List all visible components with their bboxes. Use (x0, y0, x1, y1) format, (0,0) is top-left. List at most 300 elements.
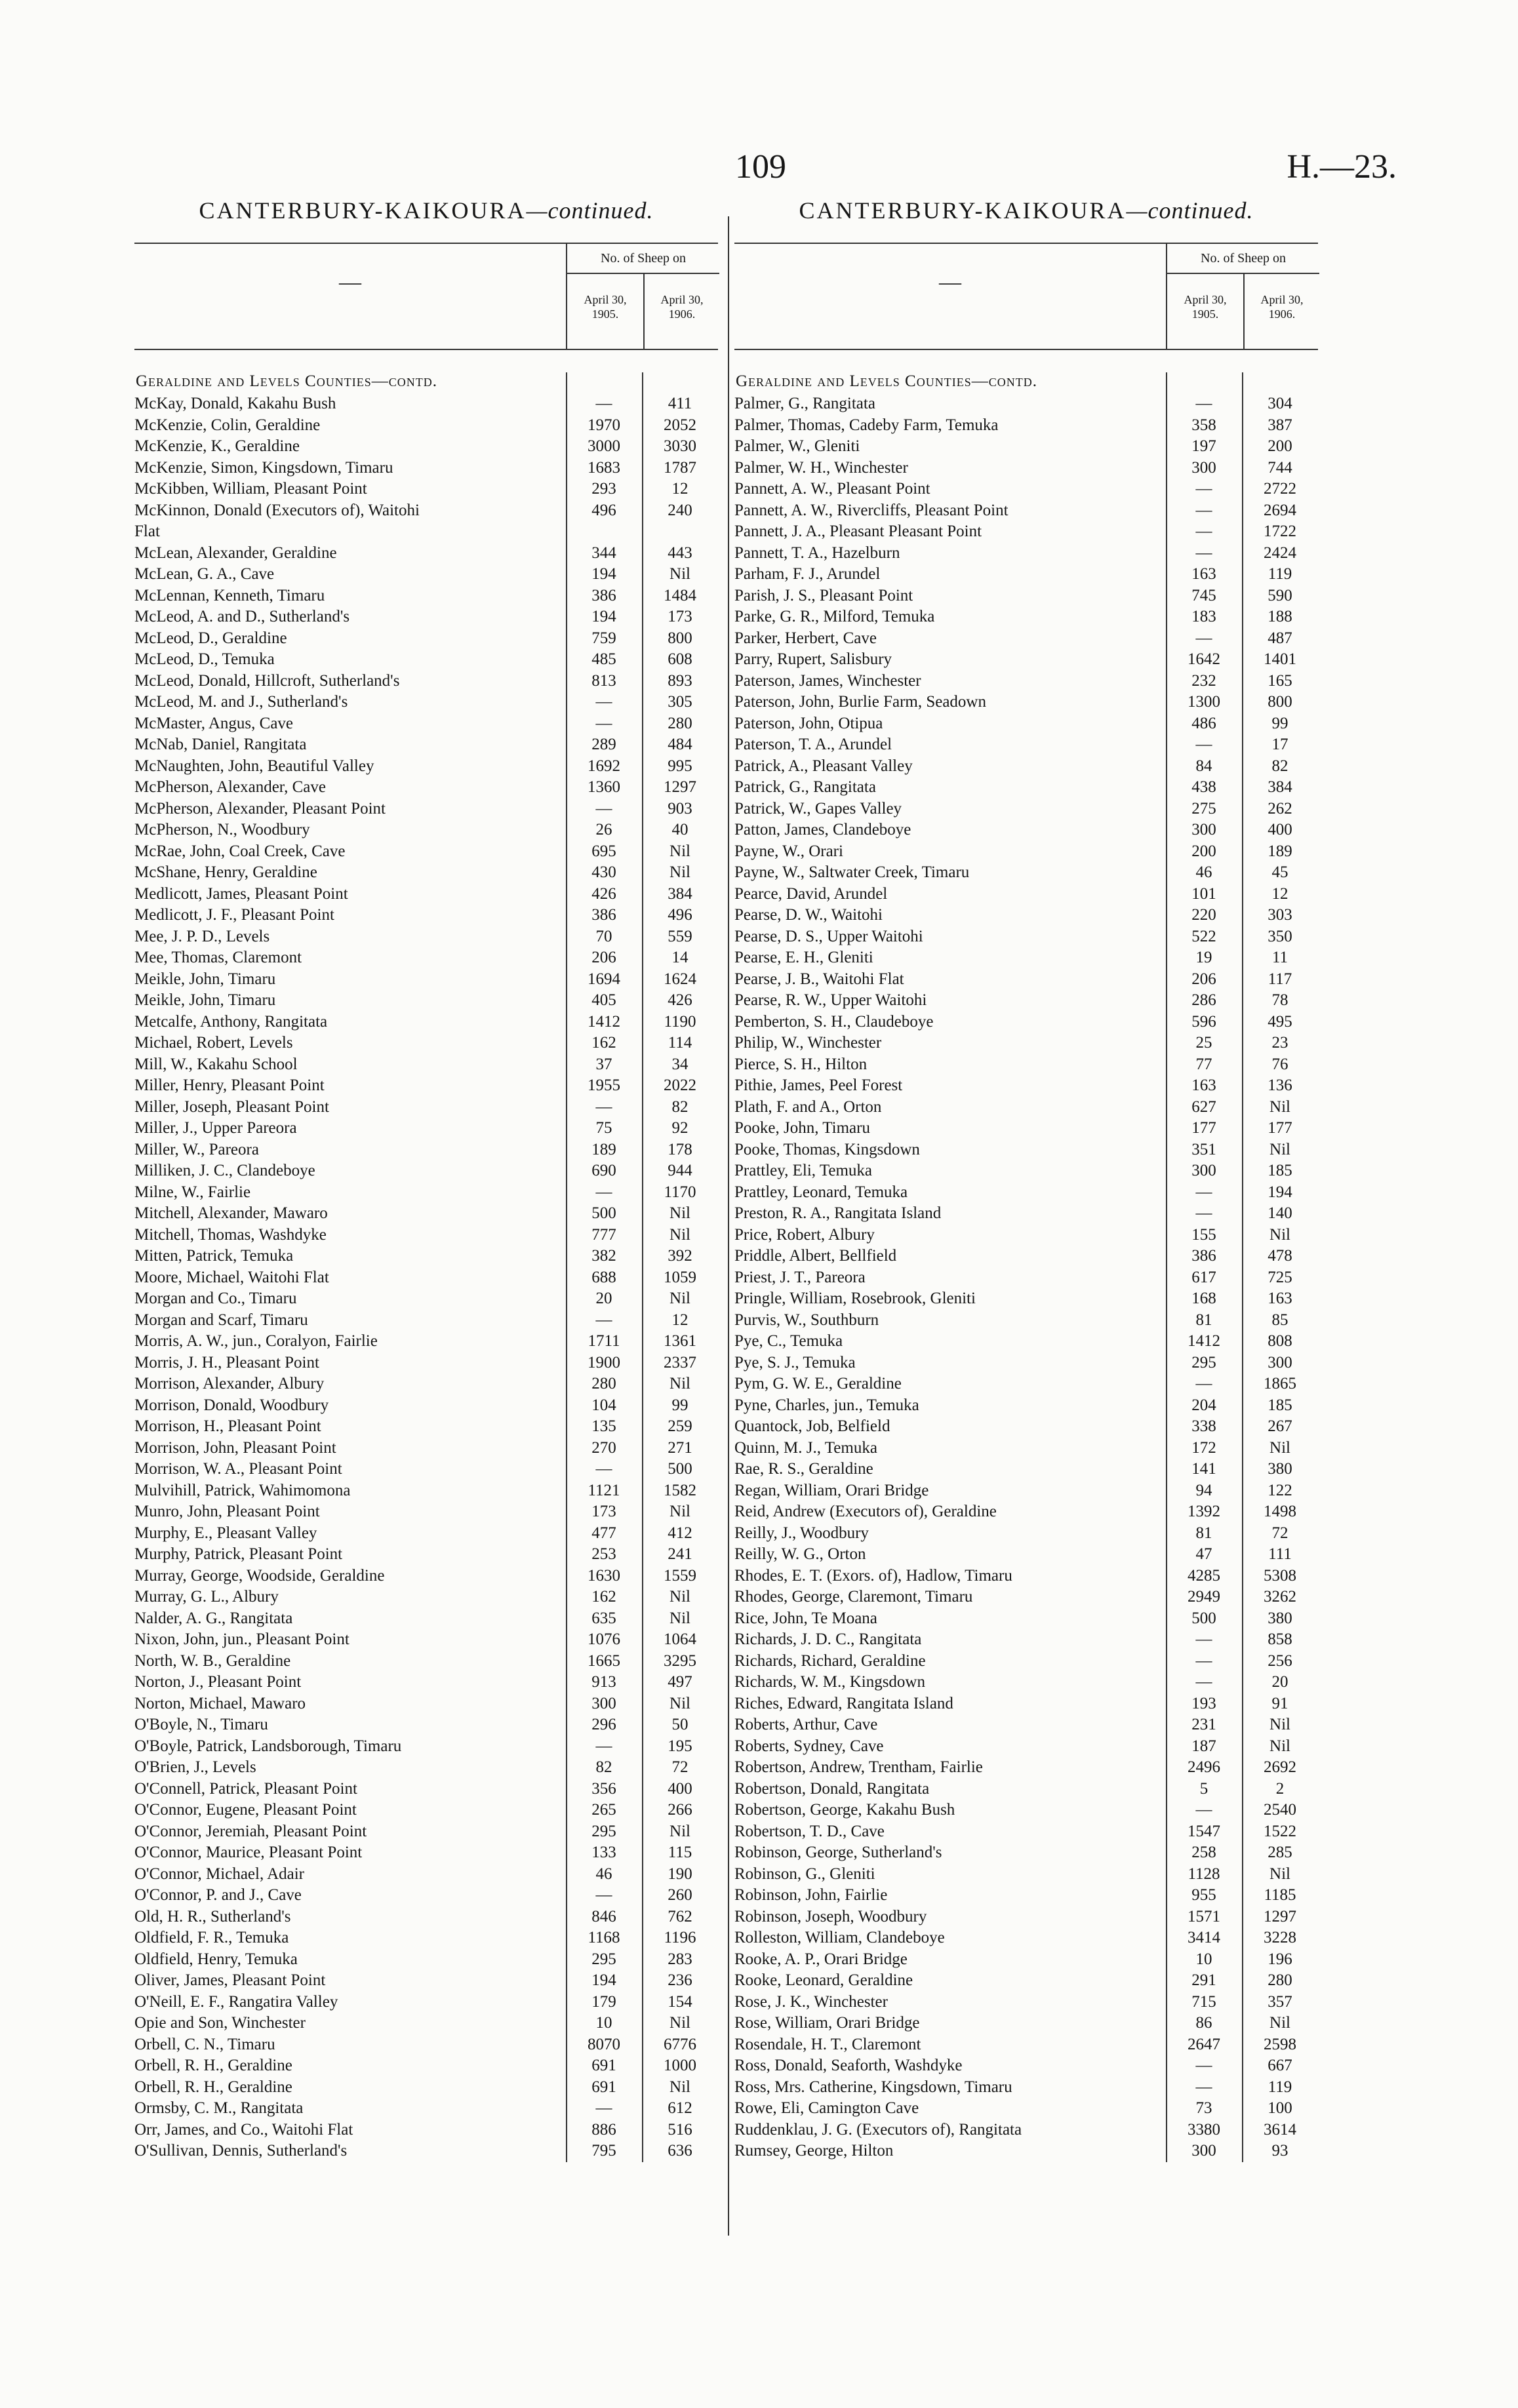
sheep-1905: 46 (595, 1865, 612, 1883)
sheep-1905: 1076 (588, 1630, 620, 1649)
sheep-1906: 2424 (1264, 543, 1296, 562)
sheep-1905: 813 (591, 671, 616, 690)
sheep-1906: 280 (668, 714, 692, 732)
sheep-1905: 162 (591, 1034, 616, 1052)
owner-name: McLeod, D., Geraldine (134, 629, 287, 647)
sheep-1906: 3295 (664, 1651, 696, 1670)
owner-name: Morris, J. H., Pleasant Point (134, 1353, 319, 1372)
table-row (734, 1225, 1318, 1246)
sheep-1905: 293 (591, 480, 616, 498)
table-row (734, 1438, 1318, 1459)
sheep-1906: 944 (668, 1162, 692, 1180)
table-row (734, 1033, 1318, 1054)
table-row (134, 1480, 718, 1502)
table-row (734, 1949, 1318, 1971)
sheep-1905: 84 (1195, 757, 1212, 775)
owner-name: Milne, W., Fairlie (134, 1183, 251, 1201)
owner-name: Morrison, John, Pleasant Point (134, 1438, 336, 1457)
owner-name: Mitten, Patrick, Temuka (134, 1247, 294, 1265)
table-row (734, 628, 1318, 650)
table-row (734, 1672, 1318, 1693)
table-row (134, 1246, 718, 1267)
sheep-1906: 82 (671, 1097, 689, 1116)
owner-name: Rice, John, Te Moana (734, 1609, 877, 1627)
left-col-1905-header (567, 274, 643, 350)
owner-name: Oldfield, F. R., Temuka (134, 1929, 289, 1947)
sheep-1906: 195 (668, 1737, 692, 1755)
table-row (734, 1821, 1318, 1843)
sheep-1905: 300 (1191, 2142, 1216, 2160)
owner-name: Priest, J. T., Pareora (734, 1268, 866, 1286)
owner-name: Robertson, George, Kakahu Bush (734, 1801, 955, 1819)
owner-name: Robertson, Donald, Rangitata (734, 1779, 930, 1798)
owner-name: O'Connor, Maurice, Pleasant Point (134, 1844, 363, 1862)
sheep-1905: 206 (1191, 970, 1216, 988)
sheep-1906: Nil (669, 1822, 690, 1840)
sheep-1906: 1401 (1264, 650, 1296, 669)
left-col-1906-line1: April 30, (660, 293, 704, 306)
sheep-1906: 412 (668, 1524, 692, 1542)
owner-name: Robinson, John, Fairlie (734, 1886, 888, 1905)
table-row (134, 1182, 718, 1204)
sheep-1905: 135 (591, 1417, 616, 1436)
sheep-1905: 163 (1191, 565, 1216, 583)
table-row (134, 1459, 718, 1480)
document-code: H.—23. (1287, 148, 1397, 186)
table-row (134, 1054, 718, 1076)
table-row (734, 1779, 1318, 1800)
table-row (734, 1587, 1318, 1608)
column-divider (728, 216, 729, 2236)
sheep-1905: — (1195, 629, 1212, 647)
sheep-1906: 3262 (1264, 1588, 1296, 1606)
right-name-column-header: — (939, 270, 961, 294)
sheep-1905: 86 (1195, 2014, 1212, 2032)
table-row (734, 1267, 1318, 1289)
owner-name: Paterson, James, Winchester (734, 671, 921, 690)
owner-name: Murray, George, Woodside, Geraldine (134, 1566, 385, 1585)
owner-name: McLean, Alexander, Geraldine (134, 543, 337, 562)
owner-name: Paterson, John, Burlie Farm, Seadown (734, 693, 986, 711)
owner-name: McKinnon, Donald (Executors of), Waitohi (134, 501, 420, 519)
left-group-label: No. of Sheep on (567, 244, 719, 274)
owner-name: Flat (134, 523, 160, 541)
sheep-1906: Nil (1269, 1737, 1290, 1755)
owner-name: Pearse, D. W., Waitohi (734, 906, 883, 924)
sheep-1905: 745 (1191, 586, 1216, 604)
left-section-heading: Geraldine and Levels Counties—contd. (136, 372, 437, 390)
sheep-1906: 2022 (664, 1076, 696, 1095)
sheep-1906: 762 (668, 1907, 692, 1925)
sheep-1906: 380 (1268, 1460, 1292, 1478)
sheep-1905: 691 (591, 2078, 616, 2096)
table-row (134, 1587, 718, 1608)
table-row (734, 1097, 1318, 1118)
sheep-1905: — (595, 1737, 612, 1755)
left-title-suffix: —continued. (526, 197, 654, 224)
sheep-1905: 1683 (588, 458, 620, 477)
right-column (734, 197, 1318, 2162)
sheep-1906: 400 (1268, 821, 1292, 839)
table-row (734, 819, 1318, 841)
sheep-1905: 2949 (1188, 1588, 1220, 1606)
sheep-1906: 185 (1268, 1162, 1292, 1180)
table-row (134, 500, 718, 522)
sheep-1905: 173 (591, 1503, 616, 1521)
sheep-1905: 386 (1191, 1247, 1216, 1265)
owner-name: Patton, James, Clandeboye (734, 821, 911, 839)
table-row (134, 2013, 718, 2034)
sheep-1905: — (595, 714, 612, 732)
owner-name: Rooke, A. P., Orari Bridge (734, 1950, 908, 1968)
table-row (134, 1033, 718, 1054)
table-row (734, 1906, 1318, 1928)
table-row (134, 2077, 718, 2099)
owner-name: Miller, Henry, Pleasant Point (134, 1076, 325, 1095)
sheep-1906: 1582 (664, 1481, 696, 1499)
sheep-1906: 99 (1271, 714, 1288, 732)
sheep-1905: 1128 (1188, 1865, 1220, 1883)
sheep-1906: 194 (1268, 1183, 1292, 1201)
sheep-1906: 800 (668, 629, 692, 647)
table-row (734, 2055, 1318, 2077)
sheep-1906: Nil (669, 863, 690, 882)
owner-name: McKenzie, K., Geraldine (134, 437, 300, 456)
sheep-1905: 46 (1195, 863, 1212, 882)
owner-name: Orbell, R. H., Geraldine (134, 2078, 292, 2096)
sheep-1905: 795 (591, 2142, 616, 2160)
sheep-1906: 72 (671, 1758, 689, 1777)
sheep-1906: 200 (1268, 437, 1292, 456)
sheep-1905: 194 (591, 608, 616, 626)
sheep-1906: 285 (1268, 1844, 1292, 1862)
table-row (734, 884, 1318, 905)
table-row (734, 1800, 1318, 1821)
owner-name: Rhodes, E. T. (Exors. of), Hadlow, Timaru (734, 1566, 1012, 1585)
sheep-1905: 47 (1195, 1545, 1212, 1564)
right-column-title (734, 197, 1318, 243)
owner-name: Pierce, S. H., Hilton (734, 1055, 868, 1073)
owner-name: Palmer, W., Gleniti (734, 437, 860, 456)
sheep-1905: — (595, 395, 612, 413)
sheep-1905: 231 (1191, 1716, 1216, 1734)
sheep-1905: — (595, 2099, 612, 2118)
table-row (734, 1842, 1318, 1864)
sheep-1906: 82 (1271, 757, 1288, 775)
table-row (134, 1097, 718, 1118)
sheep-1906: 3030 (664, 437, 696, 456)
owner-name: McPherson, Alexander, Pleasant Point (134, 799, 386, 818)
right-table-body (734, 372, 1318, 2162)
sheep-1906: 17 (1271, 736, 1288, 754)
sheep-1905: 1955 (588, 1076, 620, 1095)
sheep-1905: 1630 (588, 1566, 620, 1585)
table-row (134, 1160, 718, 1182)
sheep-1906: 262 (1268, 799, 1292, 818)
owner-name: Reilly, W. G., Orton (734, 1545, 866, 1564)
owner-name: O'Connell, Patrick, Pleasant Point (134, 1779, 357, 1798)
sheep-1905: 1692 (588, 757, 620, 775)
sheep-1906: 1484 (664, 586, 696, 604)
sheep-1905: 759 (591, 629, 616, 647)
sheep-1906: 34 (671, 1055, 689, 1073)
sheep-1906: Nil (669, 1694, 690, 1712)
table-row (734, 564, 1318, 585)
sheep-1906: 267 (1268, 1417, 1292, 1436)
sheep-1906: 1498 (1264, 1503, 1296, 1521)
right-table-header (734, 243, 1318, 350)
sheep-1906: Nil (1269, 1438, 1290, 1457)
table-row (134, 1288, 718, 1310)
table-row (734, 1075, 1318, 1097)
sheep-1906: 1559 (664, 1566, 696, 1585)
sheep-1905: 405 (591, 991, 616, 1010)
sheep-1906: 1865 (1264, 1375, 1296, 1393)
sheep-1906: 1297 (1264, 1907, 1296, 1925)
sheep-1905: 295 (591, 1950, 616, 1968)
owner-name: Palmer, G., Rangitata (734, 395, 875, 413)
sheep-1905: 8070 (588, 2035, 620, 2053)
sheep-1906: 236 (668, 1971, 692, 1990)
table-row (134, 628, 718, 650)
owner-name: Quantock, Job, Belfield (734, 1417, 890, 1436)
table-row (734, 2034, 1318, 2056)
sheep-1905: — (595, 1886, 612, 1905)
owner-name: O'Connor, Michael, Adair (134, 1865, 305, 1883)
sheep-1905: 485 (591, 650, 616, 669)
table-row (734, 841, 1318, 863)
sheep-1905: 82 (595, 1758, 612, 1777)
owner-name: Nalder, A. G., Rangitata (134, 1609, 293, 1627)
sheep-1905: 1694 (588, 970, 620, 988)
table-row (734, 1566, 1318, 1587)
sheep-1905: — (595, 693, 612, 711)
table-row (134, 543, 718, 564)
owner-name: Rumsey, George, Hilton (734, 2142, 894, 2160)
table-row (734, 1992, 1318, 2013)
sheep-1905: 846 (591, 1907, 616, 1925)
sheep-1905: — (1195, 1630, 1212, 1649)
table-row (134, 1629, 718, 1651)
sheep-1905: 913 (591, 1673, 616, 1691)
sheep-1906: 93 (1271, 2142, 1288, 2160)
table-row (134, 1139, 718, 1161)
sheep-1906: 165 (1268, 671, 1292, 690)
sheep-1905: 955 (1191, 1886, 1216, 1905)
sheep-1905: 496 (591, 501, 616, 519)
sheep-1905: 1392 (1188, 1503, 1220, 1521)
owner-name: Mee, Thomas, Claremont (134, 949, 302, 967)
table-row (734, 1480, 1318, 1502)
sheep-1905: 500 (1191, 1609, 1216, 1627)
sheep-1905: — (1195, 395, 1212, 413)
sheep-1906: 173 (668, 608, 692, 626)
table-row (734, 1288, 1318, 1310)
sheep-1906: 380 (1268, 1609, 1292, 1627)
sheep-1905: 162 (591, 1588, 616, 1606)
owner-name: Priddle, Albert, Bellfield (734, 1247, 897, 1265)
sheep-1906: 2337 (664, 1353, 696, 1372)
sheep-1905: 1360 (588, 778, 620, 797)
owner-name: Oldfield, Henry, Temuka (134, 1950, 298, 1968)
sheep-1906: Nil (669, 1290, 690, 1308)
sheep-1906: 995 (668, 757, 692, 775)
sheep-1905: 1300 (1188, 693, 1220, 711)
sheep-1905: 430 (591, 863, 616, 882)
owner-name: O'Sullivan, Dennis, Sutherland's (134, 2142, 348, 2160)
sheep-1906: 384 (668, 884, 692, 903)
owner-name: Morris, A. W., jun., Coralyon, Fairlie (134, 1332, 378, 1351)
sheep-1906: 497 (668, 1673, 692, 1691)
table-row (134, 777, 718, 799)
owner-name: Metcalfe, Anthony, Rangitata (134, 1012, 328, 1031)
left-col-1906-line2: 1906. (668, 307, 696, 321)
owner-name: Robinson, G., Gleniti (734, 1865, 875, 1883)
sheep-1906: 241 (668, 1545, 692, 1564)
owner-name: Michael, Robert, Levels (134, 1034, 293, 1052)
table-row (134, 1693, 718, 1715)
sheep-1905: 141 (1191, 1460, 1216, 1478)
sheep-1905: 1412 (588, 1012, 620, 1031)
sheep-1905: 300 (1191, 1162, 1216, 1180)
sheep-1905: 351 (1191, 1140, 1216, 1158)
sheep-1906: Nil (669, 842, 690, 860)
sheep-1905: 886 (591, 2120, 616, 2139)
table-row (734, 1714, 1318, 1736)
sheep-1905: 382 (591, 1247, 616, 1265)
owner-name: Mitchell, Alexander, Mawaro (134, 1204, 328, 1223)
sheep-1905: 187 (1191, 1737, 1216, 1755)
table-row (134, 969, 718, 991)
sheep-1905: 3000 (588, 437, 620, 456)
sheep-1906: 400 (668, 1779, 692, 1798)
sheep-1906: 487 (1268, 629, 1292, 647)
table-row (734, 436, 1318, 458)
sheep-1905: 163 (1191, 1076, 1216, 1095)
owner-name: O'Boyle, N., Timaru (134, 1716, 268, 1734)
sheep-1906: 426 (668, 991, 692, 1010)
table-row (134, 1714, 718, 1736)
sheep-1905: — (1195, 1375, 1212, 1393)
table-row (734, 1927, 1318, 1949)
sheep-1906: Nil (669, 1225, 690, 1244)
sheep-1905: — (1195, 523, 1212, 541)
sheep-1906: 259 (668, 1417, 692, 1436)
owner-name: O'Brien, J., Levels (134, 1758, 256, 1777)
table-row (734, 1651, 1318, 1672)
owner-name: Purvis, W., Southburn (734, 1311, 879, 1329)
sheep-1906: 117 (1268, 970, 1292, 988)
owner-name: Patrick, W., Gapes Valley (734, 799, 902, 818)
table-row (134, 1352, 718, 1374)
sheep-1906: 496 (668, 906, 692, 924)
sheep-1906: 85 (1271, 1311, 1288, 1329)
owner-name: Moore, Michael, Waitohi Flat (134, 1268, 329, 1286)
sheep-1905: 194 (591, 565, 616, 583)
sheep-1905: — (1195, 480, 1212, 498)
sheep-1905: 270 (591, 1438, 616, 1457)
sheep-1906: 484 (668, 736, 692, 754)
sheep-1906: 1170 (664, 1183, 696, 1201)
owner-name: Meikle, John, Timaru (134, 970, 276, 988)
sheep-1905: — (1195, 736, 1212, 754)
table-row (134, 1885, 718, 1906)
table-row (734, 1395, 1318, 1417)
table-row (134, 1906, 718, 1928)
table-row (134, 1438, 718, 1459)
owner-name: Murphy, Patrick, Pleasant Point (134, 1545, 343, 1564)
sheep-1905: 690 (591, 1162, 616, 1180)
owner-name: Nixon, John, jun., Pleasant Point (134, 1630, 350, 1649)
sheep-1906: Nil (669, 565, 690, 583)
sheep-1906: Nil (669, 1609, 690, 1627)
table-row (734, 458, 1318, 479)
sheep-1906: 495 (1268, 1012, 1292, 1031)
sheep-1906: 1196 (664, 1929, 696, 1947)
table-row (734, 1012, 1318, 1033)
table-row (134, 1970, 718, 1992)
owner-name: Miller, W., Pareora (134, 1140, 259, 1158)
sheep-1905: 179 (591, 1992, 616, 2011)
left-col-1906-header (643, 274, 719, 350)
sheep-1906: 800 (1268, 693, 1292, 711)
owner-name: Pym, G. W. E., Geraldine (734, 1375, 902, 1393)
left-sheep-group-header (566, 244, 719, 349)
owner-name: Robinson, George, Sutherland's (734, 1844, 942, 1862)
sheep-1906: 114 (668, 1034, 692, 1052)
table-row (134, 2055, 718, 2077)
sheep-1905: 253 (591, 1545, 616, 1564)
right-col-1905-line1: April 30, (1184, 293, 1227, 306)
sheep-1906: 808 (1268, 1332, 1292, 1351)
sheep-1905: 2496 (1188, 1758, 1220, 1777)
owner-name: Parham, F. J., Arundel (734, 565, 881, 583)
owner-name: Quinn, M. J., Temuka (734, 1438, 877, 1457)
table-row (134, 1949, 718, 1971)
owner-name: McKay, Donald, Kakahu Bush (134, 395, 336, 413)
sheep-1905: 438 (1191, 778, 1216, 797)
sheep-1906: 559 (668, 927, 692, 945)
sheep-1906: 612 (668, 2099, 692, 2118)
right-group-label: No. of Sheep on (1167, 244, 1319, 274)
table-row (734, 1352, 1318, 1374)
owner-name: Robertson, Andrew, Trentham, Fairlie (734, 1758, 983, 1777)
left-name-column-header: — (339, 270, 361, 294)
table-row (134, 1310, 718, 1332)
table-row (134, 990, 718, 1012)
owner-name: Ormsby, C. M., Rangitata (134, 2099, 304, 2118)
sheep-1906: 163 (1268, 1290, 1292, 1308)
sheep-1905: 295 (591, 1822, 616, 1840)
table-row (134, 1544, 718, 1566)
owner-name: Paterson, John, Otipua (734, 714, 883, 732)
table-row (734, 2013, 1318, 2034)
sheep-1905: 37 (595, 1055, 612, 1073)
owner-name: Mitchell, Thomas, Washdyke (134, 1225, 327, 1244)
left-table-body (134, 372, 718, 2162)
table-row (734, 1757, 1318, 1779)
owner-name: Robertson, T. D., Cave (734, 1822, 885, 1840)
sheep-1906: Nil (669, 2014, 690, 2032)
sheep-1905: 26 (595, 821, 612, 839)
sheep-1905: 20 (595, 1290, 612, 1308)
sheep-1905: 4285 (1188, 1566, 1220, 1585)
sheep-1905: 500 (591, 1204, 616, 1223)
left-column (134, 197, 718, 2162)
sheep-1905: — (595, 1460, 612, 1478)
owner-name: McMaster, Angus, Cave (134, 714, 294, 732)
sheep-1906: 392 (668, 1247, 692, 1265)
